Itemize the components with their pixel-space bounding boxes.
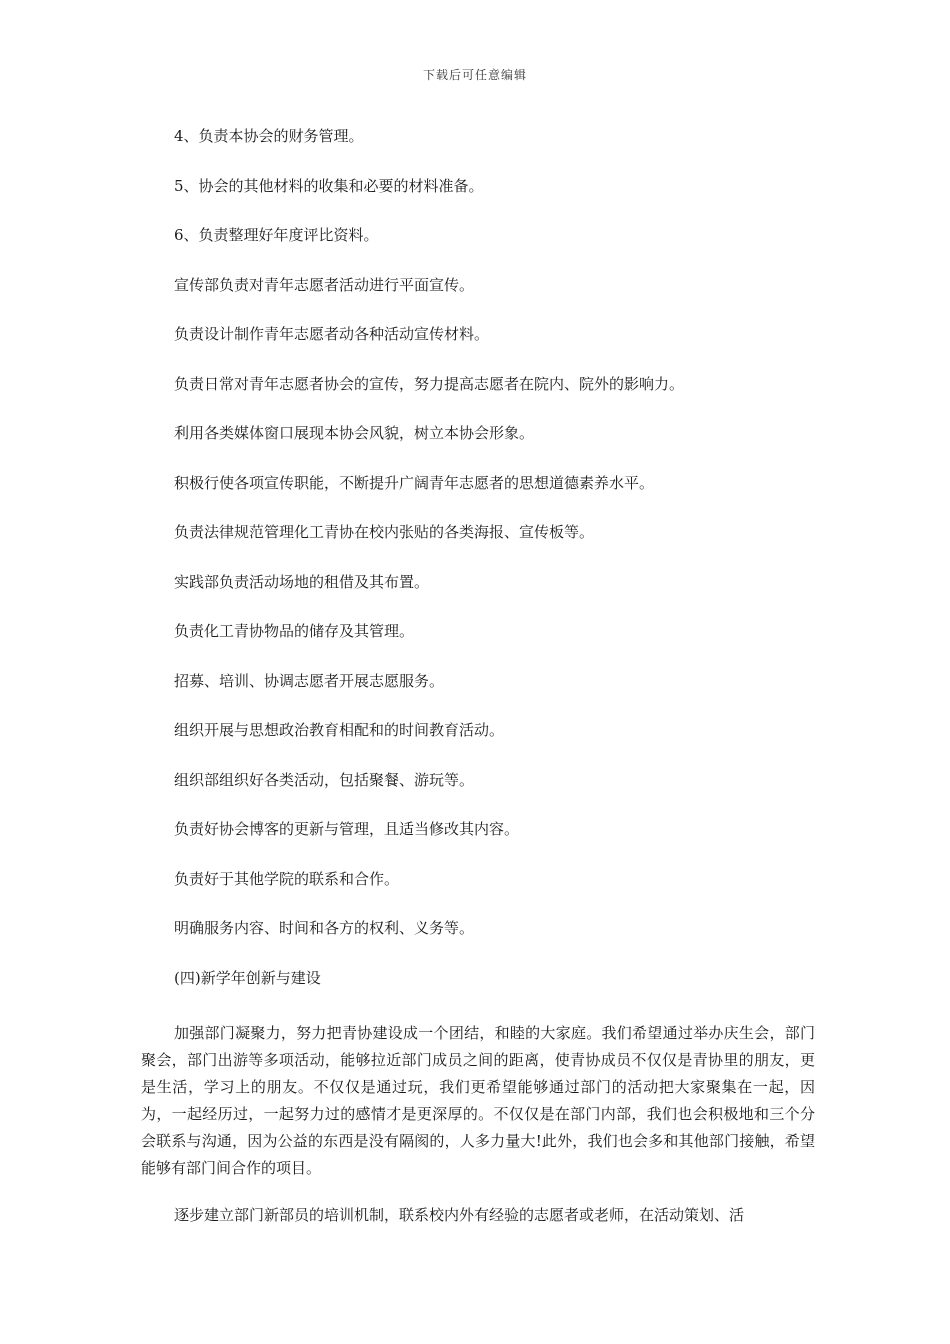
line-list [174, 126, 814, 1017]
paragraph: 逐步建立部门新部员的培训机制，联系校内外有经验的志愿者或老师，在活动策划、活 [174, 1206, 745, 1224]
body-paragraphs [141, 1020, 815, 1249]
list-item: 宣传部负责对青年志愿者活动进行平面宣传。 [174, 275, 475, 294]
list-item: 6、负责整理好年度评比资料。 [174, 226, 379, 244]
section-heading: (四)新学年创新与建设 [174, 968, 321, 987]
list-item: 负责好协会博客的更新与管理，且适当修改其内容。 [174, 820, 520, 838]
list-item: 负责好于其他学院的联系和合作。 [174, 869, 400, 888]
header-note: 下载后可任意编辑 [422, 68, 527, 82]
list-item: 实践部负责活动场地的租借及其布置。 [174, 572, 430, 591]
list-item: 负责化工青协物品的储存及其管理。 [174, 622, 415, 640]
list-item: 组织开展与思想政治教育相配和的时间教育活动。 [174, 721, 505, 739]
list-item: 利用各类媒体窗口展现本协会风貌，树立本协会形象。 [174, 424, 535, 442]
list-item: 负责法律规范管理化工青协在校内张贴的各类海报、宣传板等。 [174, 523, 595, 541]
list-item: 负责设计制作青年志愿者动各种活动宣传材料。 [174, 325, 490, 343]
list-item: 组织部组织好各类活动，包括聚餐、游玩等。 [174, 770, 475, 789]
list-item: 积极行使各项宣传职能，不断提升广阔青年志愿者的思想道德素养水平。 [174, 473, 655, 492]
list-item: 招募、培训、协调志愿者开展志愿服务。 [174, 671, 445, 690]
list-item: 明确服务内容、时间和各方的权利、义务等。 [174, 919, 475, 937]
list-item: 4、负责本协会的财务管理。 [174, 127, 364, 145]
list-item: 负责日常对青年志愿者协会的宣传，努力提高志愿者在院内、院外的影响力。 [174, 374, 685, 393]
list-item: 5、协会的其他材料的收集和必要的材料准备。 [174, 176, 484, 195]
paragraph: 加强部门凝聚力，努力把青协建设成一个团结，和睦的大家庭。我们希望通过举办庆生会，部门聚会，部门出游等多项活动，能够拉近部门成员之间的距离，使青协成员不仅仅是青协里的朋友，更是生活，学习上的朋友。不仅仅是通过玩，我们更希望能够通过部门的活动把大家聚集在一起，因为，一起经历过，一起努力过的感情才是更深厚的。不仅仅是在部门内部，我们也会积极地和三个分会联系与沟通，因为公益的东西是没有隔阂的，人多力量大!此外，我们也会多和其他部门接触，希望能够有部门间合作的项目。 [141, 1024, 815, 1177]
